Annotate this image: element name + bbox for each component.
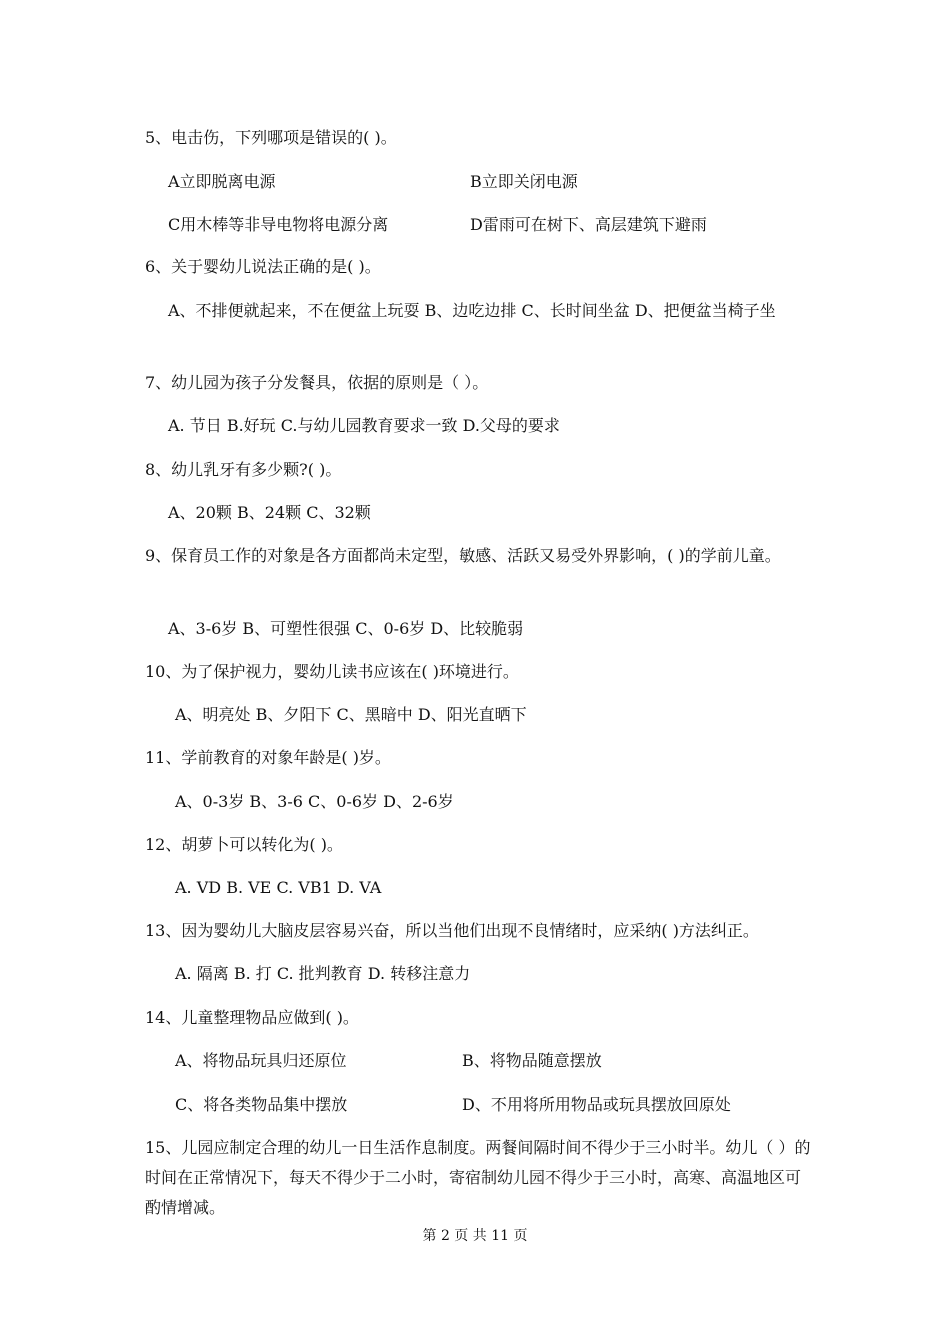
q14-option-a: A、将物品玩具归还原位 xyxy=(175,1051,347,1070)
q14-option-c: C、将各类物品集中摆放 xyxy=(175,1095,348,1114)
q13-options: A. 隔离 B. 打 C. 批判教育 D. 转移注意力 xyxy=(175,964,471,983)
page-number: 第 2 页 共 11 页 xyxy=(422,1228,528,1244)
q10-options: A、明亮处 B、夕阳下 C、黑暗中 D、阳光直晒下 xyxy=(175,705,527,724)
q11-options: A、0-3岁 B、3-6 C、0-6岁 D、2-6岁 xyxy=(175,792,454,811)
q9-options: A、3-6岁 B、可塑性很强 C、0-6岁 D、比较脆弱 xyxy=(168,619,524,638)
q14-option-b: B、将物品随意摆放 xyxy=(462,1051,602,1070)
q14-option-d: D、不用将所用物品或玩具摆放回原处 xyxy=(462,1095,731,1114)
question-7: 7、幼儿园为孩子分发餐具，依据的原则是（ ）。 xyxy=(145,373,489,392)
q5-option-b: B立即关闭电源 xyxy=(470,172,578,191)
question-6: 6、关于婴幼儿说法正确的是( )。 xyxy=(145,257,381,276)
question-14: 14、儿童整理物品应做到( )。 xyxy=(145,1008,359,1027)
question-9: 9、保育员工作的对象是各方面都尚未定型，敏感、活跃又易受外界影响，( )的学前儿童。 xyxy=(145,546,781,565)
question-15: 15、儿园应制定合理的幼儿一日生活作息制度。两餐间隔时间不得少于三小时半。幼儿（ ）的时间在正常情况下，每天不得少于二小时，寄宿制幼儿园不得少于三小时，高寒、高温地区可酌情增减。 xyxy=(145,1138,811,1217)
question-10: 10、为了保护视力，婴幼儿读书应该在( )环境进行。 xyxy=(145,662,519,681)
question-12: 12、胡萝卜可以转化为( )。 xyxy=(145,835,343,854)
q12-options: A. VD B. VE C. VB1 D. VA xyxy=(175,878,382,897)
question-8: 8、幼儿乳牙有多少颗?( )。 xyxy=(145,460,342,479)
q8-options: A、20颗 B、24颗 C、32颗 xyxy=(168,503,371,522)
question-13: 13、因为婴幼儿大脑皮层容易兴奋，所以当他们出现不良情绪时，应采纳( )方法纠正。 xyxy=(145,921,759,940)
question-11: 11、学前教育的对象年龄是( )岁。 xyxy=(145,748,391,767)
q5-option-c: C用木棒等非导电物将电源分离 xyxy=(168,215,389,234)
q5-option-d: D雷雨可在树下、高层建筑下避雨 xyxy=(470,215,707,234)
question-5: 5、电击伤，下列哪项是错误的( )。 xyxy=(145,128,397,147)
q6-options: A、不排便就起来，不在便盆上玩耍 B、边吃边排 C、长时间坐盆 D、把便盆当椅子坐 xyxy=(168,301,776,320)
q5-option-a: A立即脱离电源 xyxy=(168,172,276,191)
q7-options: A. 节日 B.好玩 C.与幼儿园教育要求一致 D.父母的要求 xyxy=(168,416,560,435)
